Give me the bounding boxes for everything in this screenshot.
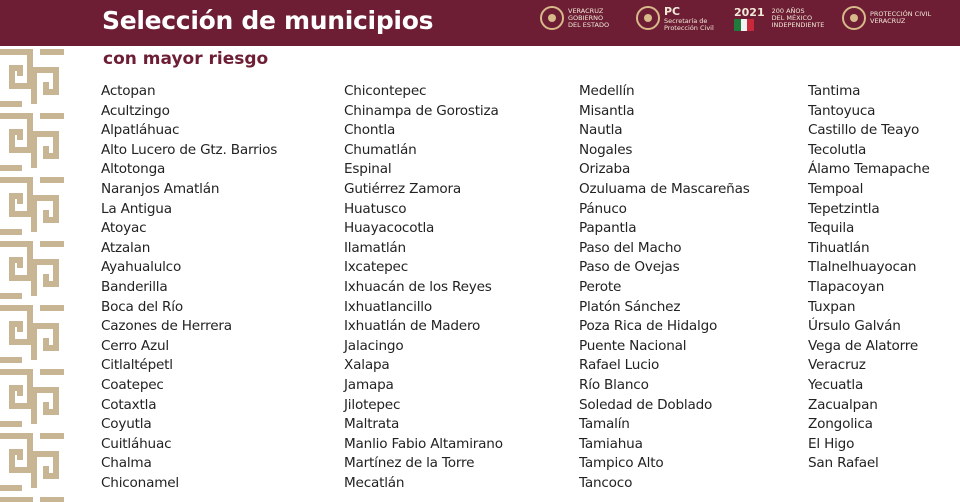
list-item: Jamapa <box>344 376 394 393</box>
list-item: Mecatlán <box>344 474 405 491</box>
list-item: Atoyac <box>101 220 147 237</box>
list-item: Platón Sánchez <box>579 298 681 315</box>
list-item: San Rafael <box>808 455 879 472</box>
pc-logo-abbr: PC <box>664 4 681 18</box>
list-item: Tamiahua <box>579 435 643 452</box>
list-item: Alpatláhuac <box>101 122 180 139</box>
list-item: Cotaxtla <box>101 396 157 413</box>
list-item: Chontla <box>344 122 396 139</box>
municipios-column-3 <box>579 82 750 493</box>
list-item: Ixhuacán de los Reyes <box>344 278 492 295</box>
list-item: Ixcatepec <box>344 259 408 276</box>
list-item: Castillo de Teayo <box>808 122 920 139</box>
list-item: Paso del Macho <box>579 239 682 256</box>
list-item: Zongolica <box>808 416 873 433</box>
list-item: Boca del Río <box>101 298 183 315</box>
list-item: Atzalan <box>101 239 151 256</box>
list-item: Tamalín <box>579 416 630 433</box>
proteccion-civil-veracruz-logo <box>842 0 931 36</box>
list-item: Maltrata <box>344 416 400 433</box>
list-item: Tequila <box>808 220 855 237</box>
list-item: Tempoal <box>808 180 864 197</box>
bicentenario-year: 2021 <box>734 5 765 19</box>
list-item: Ayahualulco <box>101 259 182 276</box>
list-item: Veracruz <box>808 357 866 374</box>
list-item: Nogales <box>579 141 633 158</box>
list-item: Chumatlán <box>344 141 417 158</box>
veracruz-logo-text: VERACRUZ GOBIERNO DEL ESTADO <box>568 6 610 29</box>
list-item: Tuxpan <box>808 298 856 315</box>
list-item: Huayacocotla <box>344 220 435 237</box>
list-item: Coyutla <box>101 416 152 433</box>
municipios-column-4 <box>808 82 930 474</box>
list-item: Actopan <box>101 83 156 99</box>
list-item: Álamo Temapache <box>808 161 930 178</box>
list-item: Alto Lucero de Gtz. Barrios <box>101 141 278 158</box>
list-item: Cuitláhuac <box>101 435 172 452</box>
list-item: Tecolutla <box>808 141 867 158</box>
list-item: Chicontepec <box>344 83 427 99</box>
page-title: Selección de municipios <box>102 6 434 35</box>
page-subtitle: con mayor riesgo <box>103 49 269 69</box>
list-item: Tampico Alto <box>579 455 664 472</box>
proteccion-civil-triangle-icon <box>842 6 866 30</box>
list-item: Ixhuatlán de Madero <box>344 318 481 335</box>
pc-logo-text: Secretaría de Protección Civil <box>664 16 714 32</box>
list-item: Tantima <box>808 83 861 99</box>
list-item: Tantoyuca <box>808 102 876 119</box>
municipios-column-2 <box>344 82 503 493</box>
proteccion-civil-text: PROTECCIÓN CIVIL VERACRUZ <box>870 10 932 25</box>
list-item: Chinampa de Gorostiza <box>344 102 499 119</box>
list-item: Nautla <box>579 122 623 139</box>
list-item: Ixhuatlancillo <box>344 298 432 315</box>
list-item: Xalapa <box>344 357 390 374</box>
list-item: Papantla <box>579 220 637 237</box>
list-item: Rafael Lucio <box>579 357 660 374</box>
list-item: Jilotepec <box>344 396 401 413</box>
list-item: Puente Nacional <box>579 337 687 354</box>
veracruz-shield-icon <box>540 6 564 30</box>
mexican-flag-icon <box>734 19 754 31</box>
list-item: Chiconamel <box>101 474 180 491</box>
list-item: Citlaltépetl <box>101 357 173 374</box>
list-item: La Antigua <box>101 200 172 217</box>
list-item: Tancoco <box>579 474 633 491</box>
list-item: Yecuatla <box>808 376 864 393</box>
list-item: Martínez de la Torre <box>344 455 475 472</box>
list-item: Cerro Azul <box>101 337 169 354</box>
list-item: Huatusco <box>344 200 407 217</box>
list-item: Ilamatlán <box>344 239 406 256</box>
list-item: Chalma <box>101 455 152 472</box>
list-item: Gutiérrez Zamora <box>344 180 461 197</box>
list-item: Medellín <box>579 83 635 99</box>
list-item: Espinal <box>344 161 392 178</box>
header-bar <box>0 0 960 46</box>
list-item: Poza Rica de Hidalgo <box>579 318 718 335</box>
list-item: Soledad de Doblado <box>579 396 713 413</box>
list-item: Perote <box>579 278 622 295</box>
list-item: Naranjos Amatlán <box>101 180 220 197</box>
bicentenario-text: 200 AÑOS DEL MÉXICO INDEPENDIENTE <box>771 6 825 29</box>
list-item: Cazones de Herrera <box>101 318 232 335</box>
veracruz-gobierno-logo <box>540 0 609 36</box>
bicentenario-logo <box>734 0 824 36</box>
list-item: Banderilla <box>101 278 168 295</box>
list-item: Tepetzintla <box>808 200 880 217</box>
list-item: Vega de Alatorre <box>808 337 919 354</box>
list-item: Jalacingo <box>344 337 404 354</box>
pc-logo <box>636 0 714 36</box>
list-item: El Higo <box>808 435 855 452</box>
pc-seal-icon <box>636 6 660 30</box>
list-item: Manlio Fabio Altamirano <box>344 435 503 452</box>
list-item: Altotonga <box>101 161 166 178</box>
list-item: Ozuluama de Mascareñas <box>579 180 750 197</box>
list-item: Orizaba <box>579 161 631 178</box>
list-item: Zacualpan <box>808 396 878 413</box>
list-item: Úrsulo Galván <box>808 318 901 335</box>
list-item: Misantla <box>579 102 635 119</box>
list-item: Tihuatlán <box>808 239 870 256</box>
list-item: Tlapacoyan <box>808 278 885 295</box>
list-item: Acultzingo <box>101 102 170 119</box>
list-item: Coatepec <box>101 376 164 393</box>
decorative-fret-pattern <box>0 46 64 502</box>
municipios-column-1 <box>101 82 277 493</box>
list-item: Paso de Ovejas <box>579 259 680 276</box>
list-item: Pánuco <box>579 200 627 217</box>
list-item: Tlalnelhuayocan <box>808 259 917 276</box>
list-item: Río Blanco <box>579 376 649 393</box>
